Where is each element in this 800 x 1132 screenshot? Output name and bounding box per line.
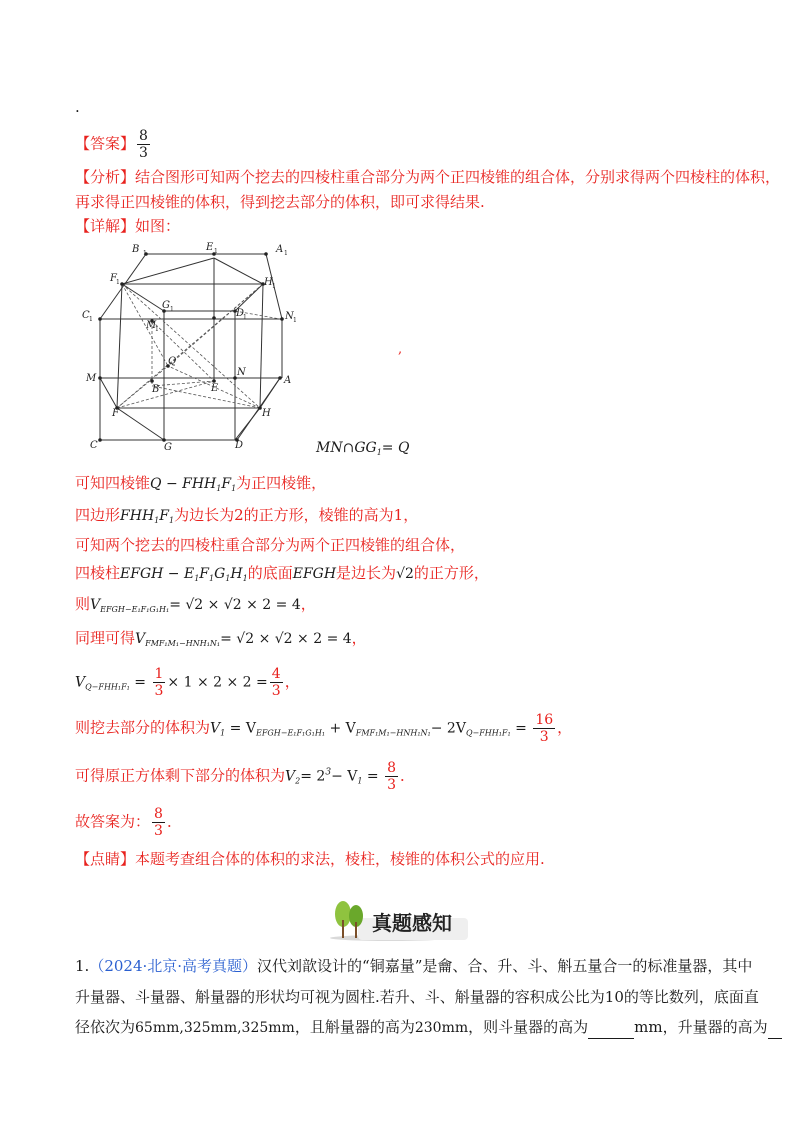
figure-comma: , [398, 342, 403, 357]
question-source: （2024·北京·高考真题） [89, 957, 258, 975]
line-removed-volume: 则挖去部分的体积为$V_1 = V_{EFGH-E_1F_1G_1H_1} + V_{FMF_1M_1-HNH_1N_1}- 2V_{Q-FHH_1F_1}$ = $\frac{16}{3}$ ， [75, 712, 573, 745]
label-e: E [211, 383, 219, 394]
comment-line: 【点睛】本题考查组合体的体积的求法，棱柱，棱锥的体积公式的应用. [75, 850, 545, 868]
cube-figure [80, 238, 300, 450]
svg-text:1: 1 [272, 283, 276, 290]
detail-tag: 【详解】 [75, 217, 136, 235]
line-volume-1: 则$V_{EFGH-E_1F_1G_1H_1}= √2 \times √2 \times 2 = 4$， [75, 595, 316, 614]
line-pyramid: 可知四棱锥$Q - FHH_1F_1$为正四棱锥， [75, 474, 327, 493]
label-b: B [152, 384, 160, 395]
label-n1: N [285, 311, 294, 322]
label-e1: E [206, 242, 214, 253]
label-d: D [235, 440, 244, 450]
analysis-line-2: 再求得正四棱锥的体积，得到挖去部分的体积，即可求得结果. [75, 193, 485, 211]
figure-caption: $MN\cap GG_1= Q$ [316, 440, 410, 457]
label-f1: F [110, 273, 117, 284]
svg-text:1: 1 [284, 250, 288, 257]
label-m1: M [146, 320, 157, 331]
detail-line: 【详解】如图： [75, 217, 181, 235]
svg-text:1: 1 [116, 279, 120, 286]
line-remaining-volume: 可得原正方体剩下部分的体积为$V_2= 2^3- V_1$ = $\frac{8}{3}$ ． [75, 760, 416, 793]
answer-fraction: $\frac{8}{3}$ [139, 128, 148, 161]
label-q: Q [168, 356, 177, 367]
label-g: G [164, 442, 172, 450]
label-h1: H [264, 277, 273, 288]
stray-dot: . [75, 98, 80, 116]
label-d1: D [236, 308, 245, 319]
answer-blank-1[interactable] [588, 1023, 634, 1039]
label-n: N [237, 367, 246, 378]
line-final-answer: 故答案为： $\frac{8}{3}$ ． [75, 806, 182, 839]
comment-tag: 【点睛】 [75, 850, 136, 868]
label-g1: G [162, 300, 170, 311]
label-a: A [284, 375, 292, 386]
svg-text:1: 1 [155, 326, 159, 333]
svg-text:1: 1 [89, 316, 93, 323]
label-m: M [86, 373, 97, 384]
question-line-3: 径依次为65mm,325mm,325mm，且斛量器的高为230mm，则斗量器的高为 mm，升量器的高为 [75, 1016, 782, 1039]
question-line-1: 1.（2024·北京·高考真题）汉代刘歆设计的“铜嘉量”是龠、合、升、斗、斛五量合一的标准量器，其中 [75, 957, 753, 975]
answer-blank-2[interactable] [768, 1023, 782, 1039]
line-prism: 四棱柱EFGH − $E_1F_1G_1H_1$的底面EFGH是边长为√2的正方形， [75, 564, 489, 583]
label-c1: C [82, 310, 90, 321]
svg-text:1: 1 [214, 248, 218, 255]
line-volume-2: 同理可得$V_{FMF_1M_1-HNH_1N_1}= √2 \times √2 \times 2 = 4$， [75, 629, 367, 648]
answer-tag: 【答案】 [75, 134, 136, 153]
question-line-2: 升量器、斗量器、斛量器的形状均可视为圆柱.若升、斗、斛量器的容积成公比为10的等比数列，底面直 [75, 988, 759, 1006]
line-overlap: 可知两个挖去的四棱柱重合部分为两个正四棱锥的组合体， [75, 536, 466, 554]
analysis-line-1: 【分析】结合图形可知两个挖去的四棱柱重合部分为两个正四棱锥的组合体，分别求得两个四棱柱的体积， [75, 168, 781, 186]
label-c: C [90, 440, 98, 450]
svg-text:1: 1 [243, 314, 247, 321]
svg-text:1: 1 [293, 317, 297, 324]
label-h: H [262, 408, 271, 419]
line-volume-pyramid: $V_{Q-FHH_1F_1}$ = $\frac{1}{3}$ × 1 × 2 × 2 = $\frac{4}{3}$ ， [75, 666, 300, 699]
analysis-tag: 【分析】 [75, 168, 136, 186]
label-a1: A [276, 244, 284, 255]
label-f: F [112, 408, 119, 419]
svg-text:1: 1 [143, 250, 147, 257]
label-b1: B [132, 244, 140, 255]
section-title: 真题感知 [372, 911, 452, 935]
line-square: 四边形$FHH_1F_1$为边长为2的正方形，棱锥的高为1， [75, 506, 419, 525]
svg-text:1: 1 [170, 306, 174, 313]
question-number: 1. [75, 957, 90, 975]
answer-line [75, 128, 152, 161]
